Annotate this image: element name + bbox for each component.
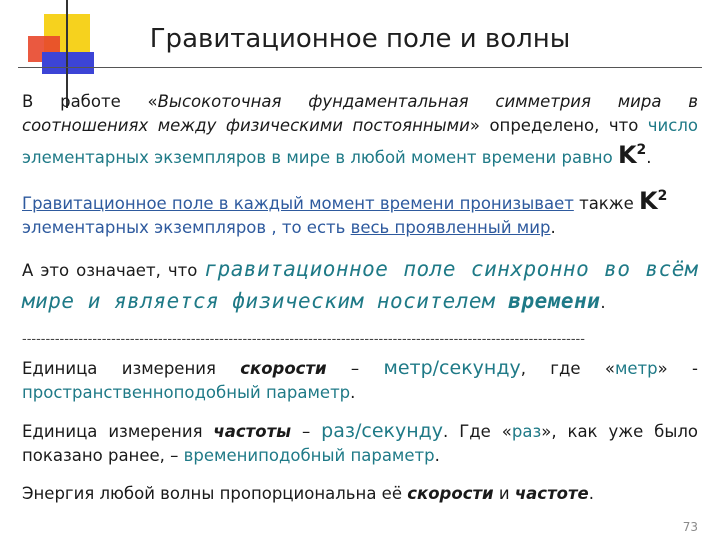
- paragraph-2: [22, 184, 698, 240]
- text-fragment: . Где «: [443, 422, 512, 441]
- text-fragment: Энергия любой волны пропорциональна её: [22, 484, 408, 503]
- unit-frequency: раз/секунду: [321, 420, 444, 442]
- text-fragment: скорости: [407, 484, 494, 503]
- k-exponent: 2: [636, 142, 647, 158]
- text-fragment: весь проявленный мир: [350, 218, 551, 237]
- k-symbol: K: [617, 141, 637, 169]
- text-fragment: элементарных экземпляров , то есть: [22, 218, 351, 237]
- text-fragment: », как уже было показано ранее, –: [22, 422, 698, 465]
- text-fragment: А это означает, что: [22, 261, 205, 280]
- title-underline: [18, 67, 702, 68]
- unit-velocity: метр/секунду: [383, 357, 521, 379]
- key-word-time: времени: [508, 289, 601, 313]
- text-fragment: .: [434, 446, 440, 465]
- paragraph-5: [22, 419, 698, 468]
- text-fragment: –: [326, 359, 384, 378]
- text-fragment: .: [350, 383, 356, 402]
- key-statement: гравитационное поле синхронно во всём мире и является физическим носителем: [22, 257, 699, 313]
- text-fragment: времениподобный параметр: [183, 446, 435, 465]
- text-fragment: частоты: [213, 422, 292, 441]
- text-fragment: .: [646, 148, 652, 167]
- page-number: 73: [682, 520, 698, 534]
- text-fragment: .: [588, 484, 594, 503]
- text-fragment: раз: [511, 422, 542, 441]
- text-fragment: Единица измерения: [22, 359, 241, 378]
- text-fragment: и: [493, 484, 515, 503]
- text-fragment: » -: [657, 359, 698, 378]
- text-fragment: » определено, что: [469, 116, 648, 135]
- k-exponent: 2: [657, 188, 668, 204]
- decor-blue-bar: [42, 52, 94, 74]
- divider-line: ------------------------------------------------------------------------------------------------------------------------: [22, 332, 585, 347]
- slide-title: Гравитационное поле и волны: [149, 24, 571, 54]
- k-symbol: K: [639, 187, 658, 215]
- text-fragment: скорости: [240, 359, 327, 378]
- k-squared: [639, 187, 667, 215]
- text-fragment: Гравитационное поле в каждый момент времени пронизывает: [22, 194, 574, 213]
- text-fragment: число элементарных экземпляров в мире в любой момент времени равно: [22, 116, 698, 167]
- work-title: Высокоточная фундаментальная симметрия мира в соотношениях между физическими постоянными: [22, 92, 698, 135]
- text-fragment: Единица измерения: [22, 422, 214, 441]
- text-fragment: метр: [614, 359, 658, 378]
- paragraph-1: [22, 90, 698, 170]
- text-fragment: также: [573, 194, 640, 213]
- text-fragment: пространственноподобный параметр: [22, 383, 351, 402]
- text-fragment: .: [600, 293, 606, 312]
- paragraph-3: [22, 254, 698, 318]
- paragraph-4: [22, 356, 698, 405]
- paragraph-6: [22, 482, 698, 506]
- text-fragment: , где «: [520, 359, 615, 378]
- text-fragment: В работе «: [22, 92, 158, 111]
- slide-body: [22, 90, 698, 520]
- text-fragment: частоте: [514, 484, 589, 503]
- text-fragment: .: [550, 218, 556, 237]
- k-squared: [618, 141, 646, 169]
- text-fragment: –: [291, 422, 322, 441]
